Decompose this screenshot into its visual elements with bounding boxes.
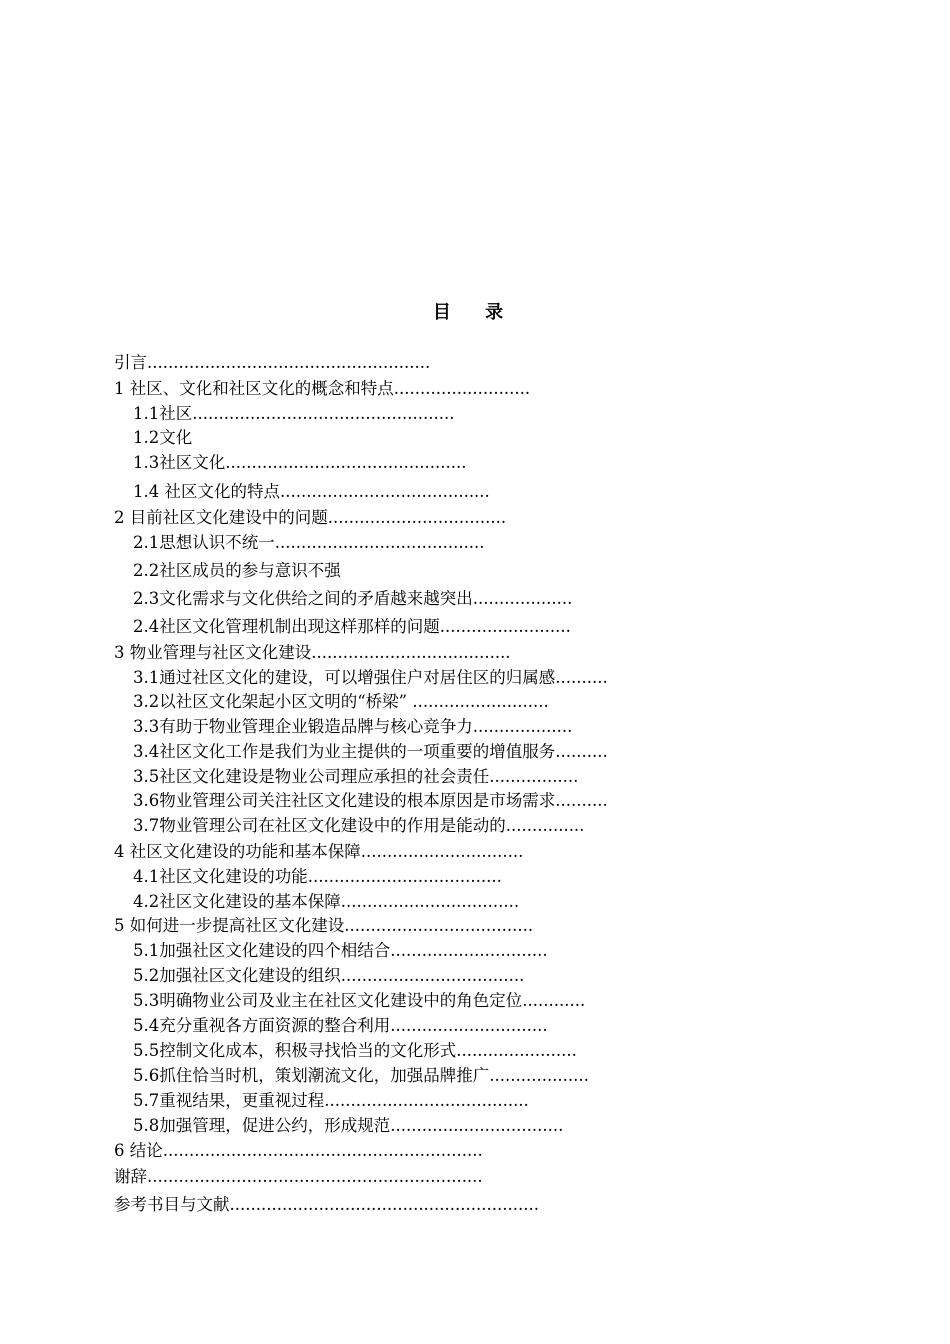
toc-entry-leader: ................................. (390, 1116, 564, 1135)
toc-entry (133, 1015, 724, 1037)
toc-entry-title: 3 物业管理与社区文化建设 (114, 643, 312, 662)
toc-entry (133, 532, 708, 554)
toc-entry-title: 5.1加强社区文化建设的四个相结合 (133, 941, 391, 960)
toc-entry-title: 谢辞 (114, 1167, 147, 1186)
toc-entry-leader: .......... (555, 668, 608, 687)
toc-entry-title: 5.8加强管理，促进公约，形成规范 (133, 1116, 391, 1135)
toc-entry-leader: .......................... (412, 692, 549, 711)
toc-entry-title: 1.2文化 (133, 428, 193, 447)
toc-entry-title: 2.4社区文化管理机制出现这样那样的问题 (133, 617, 440, 636)
toc-entry (133, 452, 706, 474)
toc-entry (133, 691, 716, 713)
toc-entry (133, 403, 706, 425)
toc-entry-leader: .............................. (390, 941, 548, 960)
toc-entry-leader: ....................................... (324, 1091, 529, 1110)
toc-entry-title: 3.6物业管理公司关注社区文化建设的根本原因是市场需求 (133, 791, 556, 810)
toc-entry (114, 915, 718, 937)
toc-entry (114, 841, 716, 863)
toc-entry-leader: .................................................. (192, 404, 455, 423)
toc-entry-leader: .......... (555, 742, 608, 761)
toc-entry-leader: ...................................... (311, 643, 511, 662)
toc-entry-title: 5.5控制文化成本，积极寻找恰当的文化形式 (133, 1041, 457, 1060)
toc-entry-leader: .................................. (340, 892, 520, 911)
toc-entry-leader: ............................................................. (162, 1141, 483, 1160)
toc-entry-title: 1.1社区 (133, 404, 193, 423)
toc-entry (133, 940, 720, 962)
toc-entry-leader: ............................... (360, 842, 524, 861)
toc-entry (133, 815, 716, 837)
toc-entry (133, 1090, 730, 1112)
toc-entry (114, 1194, 733, 1216)
toc-entry-leader: ..................................... (307, 867, 502, 886)
toc-entry (133, 560, 708, 582)
toc-entry (133, 790, 716, 812)
toc-entry-leader: ............... (505, 816, 585, 835)
toc-entry-title: 2.1思想认识不统一 (133, 533, 275, 552)
toc-entry-title: 1.4 社区文化的特点 (133, 482, 280, 501)
toc-entry (133, 866, 716, 888)
toc-entry-leader: ................... (472, 589, 573, 608)
toc-entry-leader: ................................................................ (147, 1167, 483, 1186)
toc-entry-leader: .................................. (327, 508, 507, 527)
toc-entry-leader: ........................................ (280, 482, 490, 501)
toc-entry-leader: ................... (489, 1066, 589, 1085)
toc-entry-leader: ................................... (340, 966, 525, 985)
toc-entry (114, 507, 712, 529)
toc-entry-title: 4 社区文化建设的功能和基本保障 (114, 842, 361, 861)
toc-entry (133, 427, 706, 449)
toc-entry-leader: .......... (555, 791, 608, 810)
toc-entry-title: 2 目前社区文化建设中的问题 (114, 508, 328, 527)
toc-entry-title: 5.4充分重视各方面资源的整合利用 (133, 1016, 391, 1035)
toc-entry-title: 3.5社区文化建设是物业公司理应承担的社会责任 (133, 767, 490, 786)
toc-entry-title: 5.2加强社区文化建设的组织 (133, 966, 341, 985)
toc-entry (133, 766, 716, 788)
toc-entry (133, 588, 716, 610)
toc-entry (133, 481, 712, 503)
toc-entry (133, 616, 716, 638)
toc-entry (133, 1065, 728, 1087)
toc-entry (133, 1040, 726, 1062)
toc-title: 目 录 (432, 302, 518, 323)
toc-entry (114, 1140, 733, 1162)
toc-entry-title: 3.7物业管理公司在社区文化建设中的作用是能动的 (133, 816, 506, 835)
toc-entry (133, 965, 722, 987)
toc-entry-title: 引言 (114, 353, 147, 372)
toc-entry-title: 4.2社区文化建设的基本保障 (133, 892, 341, 911)
toc-entry-title: 3.3有助于物业管理企业锻造品牌与核心竞争力 (133, 717, 473, 736)
toc-entry (114, 378, 705, 400)
toc-entry-leader: .......................... (393, 379, 531, 398)
toc-entry-title: 5.6抓住恰当时机，策划潮流文化，加强品牌推广 (133, 1066, 490, 1085)
toc-entry (114, 352, 705, 374)
toc-entry (133, 891, 716, 913)
toc-entry-leader: ........................................ (274, 533, 485, 552)
toc-entry-leader: .............................. (390, 1016, 548, 1035)
toc-entry-title: 3.2以社区文化架起小区文明的“桥梁” (133, 692, 413, 711)
toc-entry (133, 741, 716, 763)
toc-entry-title: 5.3明确物业公司及业主在社区文化建设中的角色定位 (133, 991, 523, 1010)
toc-entry-leader: ............ (522, 991, 586, 1010)
toc-entry-title: 2.2社区成员的参与意识不强 (133, 561, 341, 580)
toc-entry-leader: ................... (472, 717, 573, 736)
toc-entry-title: 3.4社区文化工作是我们为业主提供的一项重要的增值服务 (133, 742, 556, 761)
toc-entry (133, 716, 716, 738)
toc-entry-leader: ......................... (439, 617, 571, 636)
toc-entry (133, 990, 724, 1012)
toc-entry-leader: ....................... (456, 1041, 577, 1060)
toc-entry-title: 1 社区、文化和社区文化的概念和特点 (114, 379, 394, 398)
toc-entry-leader: .................................... (344, 916, 534, 935)
toc-entry-leader: ........................................................... (229, 1195, 539, 1214)
toc-entry-leader: .............................................. (225, 453, 467, 472)
toc-entry-title: 6 结论 (114, 1141, 163, 1160)
toc-entry-title: 参考书目与文献 (114, 1195, 230, 1214)
toc-entry (114, 642, 714, 664)
toc-entry-title: 3.1通过社区文化的建设，可以增强住户对居住区的归属感 (133, 668, 556, 687)
toc-entry-title: 1.3社区文化 (133, 453, 226, 472)
toc-entry-title: 2.3文化需求与文化供给之间的矛盾越来越突出 (133, 589, 473, 608)
toc-entry (114, 1166, 733, 1188)
toc-entry-leader: ................. (489, 767, 579, 786)
toc-entry (133, 1115, 735, 1137)
toc-entry (133, 667, 716, 689)
toc-entry-leader: ...................................................... (147, 353, 431, 372)
toc-entry-title: 5 如何进一步提高社区文化建设 (114, 916, 345, 935)
toc-entry-title: 4.1社区文化建设的功能 (133, 867, 308, 886)
toc-entry-title: 5.7重视结果，更重视过程 (133, 1091, 325, 1110)
